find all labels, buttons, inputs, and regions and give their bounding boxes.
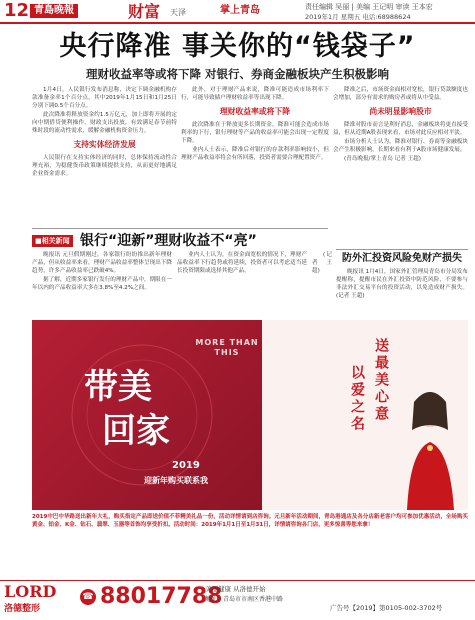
newspaper-brand: 青島晚報 [30,4,78,18]
article2-column-1 [32,251,172,313]
article2-column-3 [312,251,332,313]
ad-more-than: MORE THAN THIS [195,338,259,357]
paragraph: 此次降准将释放资金约1.5万亿元，加上即将开展的定向中期借贷便利操作，财政支出投放，有效满足春节前特殊时段的流动性需求，缓解金融机构资金压力。 [32,112,177,134]
subhead: 支持实体经济发展 [73,140,136,149]
lord-logo-cn: 洛德整形 [4,604,41,614]
paragraph: 降准之后，市场资金面相对宽松，银行贷款额度也会增加，部分有需求的购房者或将从中受益。 [333,87,468,101]
byline: (记者 王超) [312,252,332,274]
paragraph: 晚报讯 1月4日，国家外汇管理局青岛市分局发布提醒称，提醒市民在外汇投资中防范风险，不要参与非法外汇交易平台的投资活动，以免造成财产损失。(记者 王超) [336,269,468,299]
page-number: 12 [4,0,30,21]
ad-vertical-text-2: 以爱之名 [349,365,365,433]
ad-big-text-2: 回家 [102,411,170,451]
ad-vertical-text-1: 送最美心意 [373,338,389,423]
paragraph: 市场分析人士认为，降准对银行、券商等金融板块会产生积极影响，长期来看有利于A股市场健康发展。 [333,139,468,153]
paragraph: 人民银行在支持实体经济的同时，总体保持流动性合理充裕，为稳健货币政策继续提供支持，从而更好地满足企业资金需求。 [32,155,177,177]
article2-headline: 银行“迎新”理财收益不“亮” [80,233,257,249]
editor-line: 责任编辑 吴丽 | 美编 王记明 审读 王本宏 [305,3,433,11]
app-name: 掌上青岛 [220,5,260,16]
article2-column-2 [177,251,307,313]
section-title: 财富 [128,2,161,21]
main-headline: 央行降准 事关你的“钱袋子” [59,31,416,62]
paragraph: 晚报讯 元旦假期刚过，各家银行纷纷推出新年理财产品，但从收益率来看，理财产品收益率整体呈现出下降趋势，许多产品收益率已跌破4%。 [32,252,172,274]
paragraph: 据了解，近期多家银行发行的理财产品中，期限在一年以内的产品收益率大多在3.8%至4.2%之间。 [32,277,172,291]
model-photo-icon [392,380,462,510]
paragraph: 1月4日，人民银行发布消息称，决定下调金融机构存款准备金率1个百分点，其中2019年1月15日和1月25日分别下调0.5个百分点。 [32,87,177,109]
byline: (青岛晚报/掌上青岛 记者 王超) [344,156,421,162]
paragraph: 此次降准在于释放更多长期资金，降准可能会造成市场利率的下行，银行理财等产品的收益率可能会出现一定程度下降。 [181,122,329,144]
footer-slogan: 美丽健康 从洛德开始 [205,585,266,593]
ad-license-number: 广告号【2019】第0105-002-3702号 [330,604,443,612]
paragraph: 业内人士认为，在资金面宽松的情况下，理财产品收益率下行趋势或将延续，投资者可以考虑适当延长投资期限或选择其他产品。 [177,252,307,274]
article-column-1 [32,86,177,212]
date-line: 2019年1月 星期五 电话:68988624 [305,13,411,21]
ad-left-panel [32,320,262,510]
article-column-3 [333,86,468,246]
advertisement-banner[interactable] [32,320,468,510]
section-divider [32,228,328,229]
main-subheadline: 理财收益率等或将下降 对银行、券商金融板块产生积极影响 [85,67,389,81]
phone-icon: ☎ [80,589,96,605]
ad-big-text-1: 带美 [84,367,152,407]
phone-number[interactable]: 88017788 [100,584,223,609]
ad-right-panel [262,320,468,510]
article3-headline: 防外汇投资风险免财产损失 [342,253,462,264]
section-divider [336,249,468,250]
subhead: 尚未明显影响股市 [369,107,432,116]
paragraph: 降准对股市而言是利好消息，金融板块将更直接受益，但从近期A股表现来看，市场对此反应相对平淡。 [333,122,468,136]
subhead: 理财收益率或将下降 [219,107,291,116]
article-column-2 [181,86,329,212]
ad-promo-text: 2019中巴中华路送出新年大礼，购买指定产品即送价值不菲精美礼品一份，活动详情请到店咨询。元旦新年活动期间，青岛港通店及各分店新老客户均可参加优惠活动，全场购买黄金、铂金、K金、钻石、翡翠、玉器等首饰均享受折扣。活动时间：2019年1月1日至1月31日，详情请咨询各门店，更多惊喜等您来拿！ [32,514,468,529]
footer-address: 地址：青岛市市南区香港中路 [205,596,284,603]
paragraph: 业内人士表示，降准后对银行的存款利率影响较小，但理财产品收益率将会有所回落，投资者需要合理配置资产。 [181,147,329,161]
lord-logo: LORD [4,582,57,601]
paragraph: 此外，对于理财产品来说，降准可能造成市场利率下行，可能导致储户理财收益率等出现下降。 [181,87,329,101]
section-subtitle: 天泽 [170,8,186,17]
related-news-tag: ■相关新闻 [32,235,73,247]
article3-column [336,268,468,314]
ad-subtitle: 迎新年购买联系我 [144,476,208,485]
ad-year: 2019 [172,460,200,471]
footer-ad[interactable] [0,580,475,620]
page-header [0,0,475,24]
